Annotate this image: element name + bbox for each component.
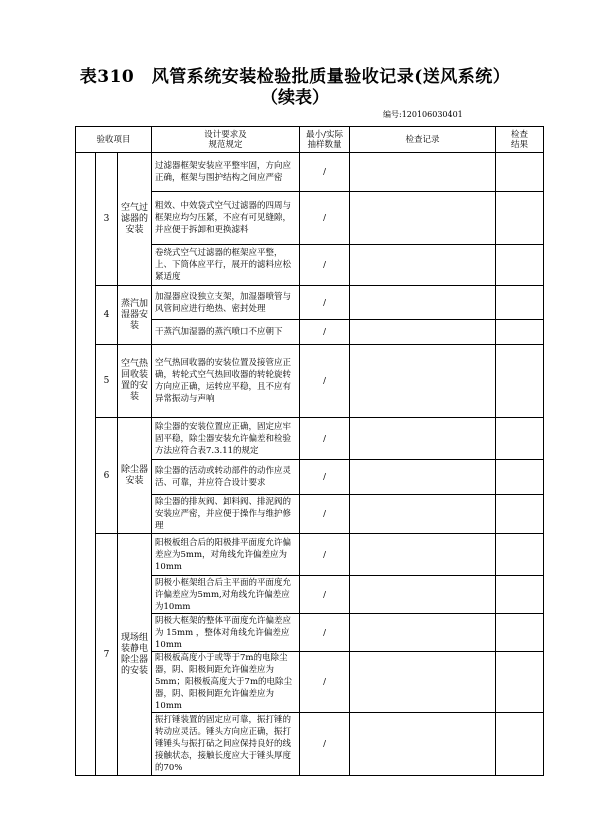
inspection-result-cell[interactable] (496, 320, 544, 345)
form-title: 表310 风管系统安装检验批质量验收记录(送风系统） (79, 67, 511, 87)
inspection-table (75, 126, 544, 776)
inspection-result-cell[interactable] (496, 614, 544, 652)
requirement-text: 除尘器的排灰阀、卸料阀、排泥阀的安装应严密，并应便于操作与维护修理 (152, 495, 300, 534)
inspection-result-cell[interactable] (496, 418, 544, 460)
requirement-text: 阴极大框架的整体平面度允许偏差应为 15mm ，整体对角线允许偏差应 10mm (152, 614, 300, 652)
sample-count: / (300, 614, 350, 652)
inspection-record-cell[interactable] (350, 320, 496, 345)
table-row (76, 418, 544, 460)
inspection-record-cell[interactable] (350, 345, 496, 418)
inspection-result-cell[interactable] (496, 576, 544, 614)
inspection-record-cell[interactable] (350, 192, 496, 245)
inspection-record-cell[interactable] (350, 460, 496, 495)
inspection-record-cell[interactable] (350, 245, 496, 286)
inspection-result-cell[interactable] (496, 153, 544, 192)
form-subtitle: （续表） (261, 88, 329, 108)
table-row (76, 286, 544, 320)
item-number: 3 (96, 153, 118, 286)
header-requirement: 设计要求及 规范规定 (152, 127, 300, 153)
header-item: 验收项目 (76, 127, 152, 153)
requirement-text: 阴极小框架组合后主平面的平面度允许偏差应为5mm,对角线允许偏差应为10mm (152, 576, 300, 614)
sample-count: / (300, 495, 350, 534)
requirement-text: 粗效、中效袋式空气过滤器的四周与框架应均匀压紧，不应有可见缝隙，并应便于拆卸和更换滤料 (152, 192, 300, 245)
item-name: 空气热 回收装 置的安 装 (118, 345, 152, 418)
inspection-result-cell[interactable] (496, 713, 544, 776)
requirement-text: 除尘器的活动或转动部件的动作应灵活、可靠，并应符合设计要求 (152, 460, 300, 495)
table-header-row (76, 127, 544, 153)
document-number: 编号:120106030401 (383, 110, 463, 119)
inspection-result-cell[interactable] (496, 345, 544, 418)
sample-count: / (300, 652, 350, 713)
item-number: 7 (96, 534, 118, 776)
item-number: 6 (96, 418, 118, 534)
inspection-record-cell[interactable] (350, 652, 496, 713)
inspection-record-cell[interactable] (350, 576, 496, 614)
inspection-record-cell[interactable] (350, 153, 496, 192)
requirement-text: 阳极板高度小于或等于7m的电除尘器，阴、阳极间距允许偏差应为5mm；阳极板高度大于7m的电除尘器，阴、阳极间距允许偏差应为10mm (152, 652, 300, 713)
table-row (76, 534, 544, 576)
table-row (76, 153, 544, 192)
blank-left-column (76, 153, 96, 776)
sample-count: / (300, 576, 350, 614)
sample-count: / (300, 460, 350, 495)
sample-count: / (300, 153, 350, 192)
item-name: 除尘器 安装 (118, 418, 152, 534)
item-name: 现场组 装静电 除尘器 的安装 (118, 534, 152, 776)
sample-count: / (300, 345, 350, 418)
requirement-text: 卷绕式空气过滤器的框架应平整，上、下筒体应平行，展开的滤料应松紧适度 (152, 245, 300, 286)
header-sample: 最小/实际 抽样数量 (300, 127, 350, 153)
item-number: 5 (96, 345, 118, 418)
inspection-record-cell[interactable] (350, 614, 496, 652)
item-name: 空气过 滤器的 安装 (118, 153, 152, 286)
inspection-record-cell[interactable] (350, 418, 496, 460)
requirement-text: 加湿器应设独立支架，加湿器喷管与风管间应进行绝热、密封处理 (152, 286, 300, 320)
requirement-text: 振打锤装置的固定应可靠，振打锤的转动应灵活。锤头方向应正确，振打锤锤头与振打砧之间应保持良好的线接触状态，接触长度应大于锤头厚度的70% (152, 713, 300, 776)
sample-count: / (300, 286, 350, 320)
inspection-result-cell[interactable] (496, 286, 544, 320)
sample-count: / (300, 192, 350, 245)
item-name: 蒸汽加 湿器安 装 (118, 286, 152, 345)
requirement-text: 除尘器的安装位置应正确，固定应牢固平稳，除尘器安装允许偏差和检验方法应符合表7.3.11的规定 (152, 418, 300, 460)
sample-count: / (300, 713, 350, 776)
inspection-result-cell[interactable] (496, 652, 544, 713)
inspection-record-cell[interactable] (350, 286, 496, 320)
inspection-record-cell[interactable] (350, 495, 496, 534)
requirement-text: 过滤器框架安装应平整牢固，方向应正确，框架与围护结构之间应严密 (152, 153, 300, 192)
requirement-text: 阳极板组合后的阳极排平面度允许偏差应为5mm，对角线允许偏差应为10mm (152, 534, 300, 576)
inspection-record-cell[interactable] (350, 713, 496, 776)
inspection-result-cell[interactable] (496, 534, 544, 576)
inspection-record-cell[interactable] (350, 534, 496, 576)
sample-count: / (300, 320, 350, 345)
header-result: 检查 结果 (496, 127, 544, 153)
requirement-text: 空气热回收器的安装位置及接管应正确，转轮式空气热回收器的转轮旋转方向应正确，运转应平稳，且不应有异常振动与声响 (152, 345, 300, 418)
header-record: 检查记录 (350, 127, 496, 153)
table-row (76, 345, 544, 418)
inspection-result-cell[interactable] (496, 460, 544, 495)
inspection-result-cell[interactable] (496, 245, 544, 286)
sample-count: / (300, 245, 350, 286)
sample-count: / (300, 418, 350, 460)
sample-count: / (300, 534, 350, 576)
item-number: 4 (96, 286, 118, 345)
inspection-result-cell[interactable] (496, 192, 544, 245)
inspection-result-cell[interactable] (496, 495, 544, 534)
requirement-text: 干蒸汽加湿器的蒸汽喷口不应朝下 (152, 320, 300, 345)
